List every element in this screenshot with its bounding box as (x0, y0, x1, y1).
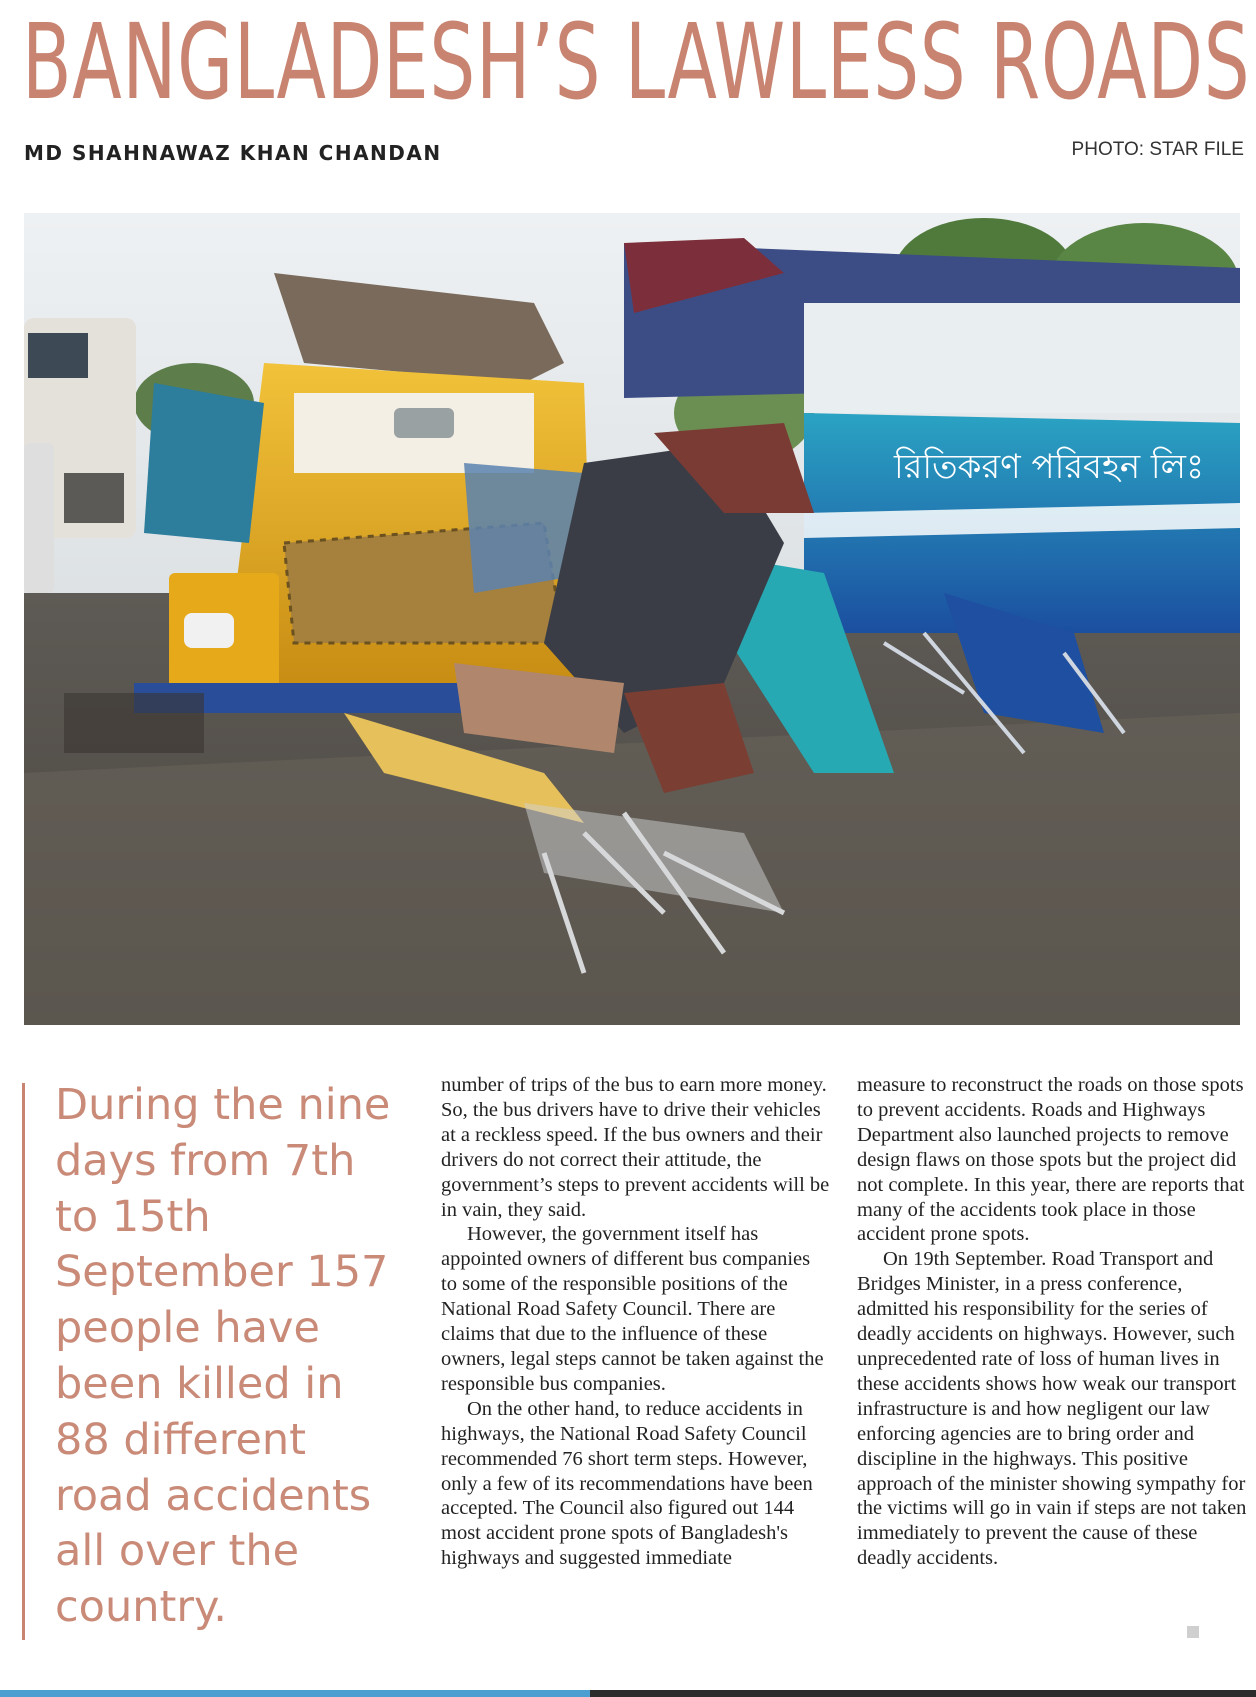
bottom-strip (0, 1690, 590, 1697)
body-column-1 (441, 1073, 831, 1571)
paragraph: However, the government itself has appointed owners of different bus companies to some of the responsible positions of the National Road Safety Council. There are claims that due to the influence of these owners, legal steps cannot be taken against the responsible bus companies. (441, 1223, 824, 1395)
paragraph: On 19th September. Road Transport and Bridges Minister, in a press conference, admitted his responsibility for the series of deadly accidents on highways. However, such unprecedented rate of loss of human lives in these accidents shows how weak our transport infrastructure is and how negligent our law enforcing agencies are to bring order and discipline in the highways. This positive approach of the minister showing sympathy for the victims will go in vain if steps are not taken immediately to prevent the cause of these deadly accidents. (857, 1248, 1247, 1570)
end-of-article-mark (1187, 1626, 1199, 1638)
byline: MD SHAHNAWAZ KHAN CHANDAN (24, 141, 442, 165)
paragraph: measure to reconstruct the roads on those spots to prevent accidents. Roads and Highways Department also launched projects to remove design flaws on those spots but the project did not complete. In this year, there are reports that many of the accidents took place in those accident prone spots. (857, 1074, 1245, 1246)
pull-quote: During the nine days from 7th to 15th September 157 people have been killed in 88 different road accidents all over the country. (55, 1080, 391, 1633)
photo-credit: PHOTO: STAR FILE (1071, 139, 1244, 160)
paragraph: On the other hand, to reduce accidents in highways, the National Road Safety Council recommended 76 short term steps. However, only a few of its recommendations have been accepted. The Council also figured out 144 most accident prone spots of Bangladesh's highways and suggested immediate (441, 1397, 813, 1570)
body-column-2 (857, 1073, 1247, 1571)
bottom-strip (590, 1690, 1256, 1697)
bus-sign-text: রিতিকরণ পরিবহন লিঃ (894, 447, 1205, 487)
headline: BANGLADESH’S LAWLESS ROADS (22, 1, 1251, 123)
paragraph: number of trips of the bus to earn more money. So, the bus drivers have to drive their vehicles at a reckless speed. If the bus owners and their drivers do not correct their attitude, the government’s steps to prevent accidents will be in vain, they said. (441, 1074, 830, 1221)
crash-photo (24, 213, 1240, 1025)
pull-quote-rule (22, 1083, 25, 1640)
